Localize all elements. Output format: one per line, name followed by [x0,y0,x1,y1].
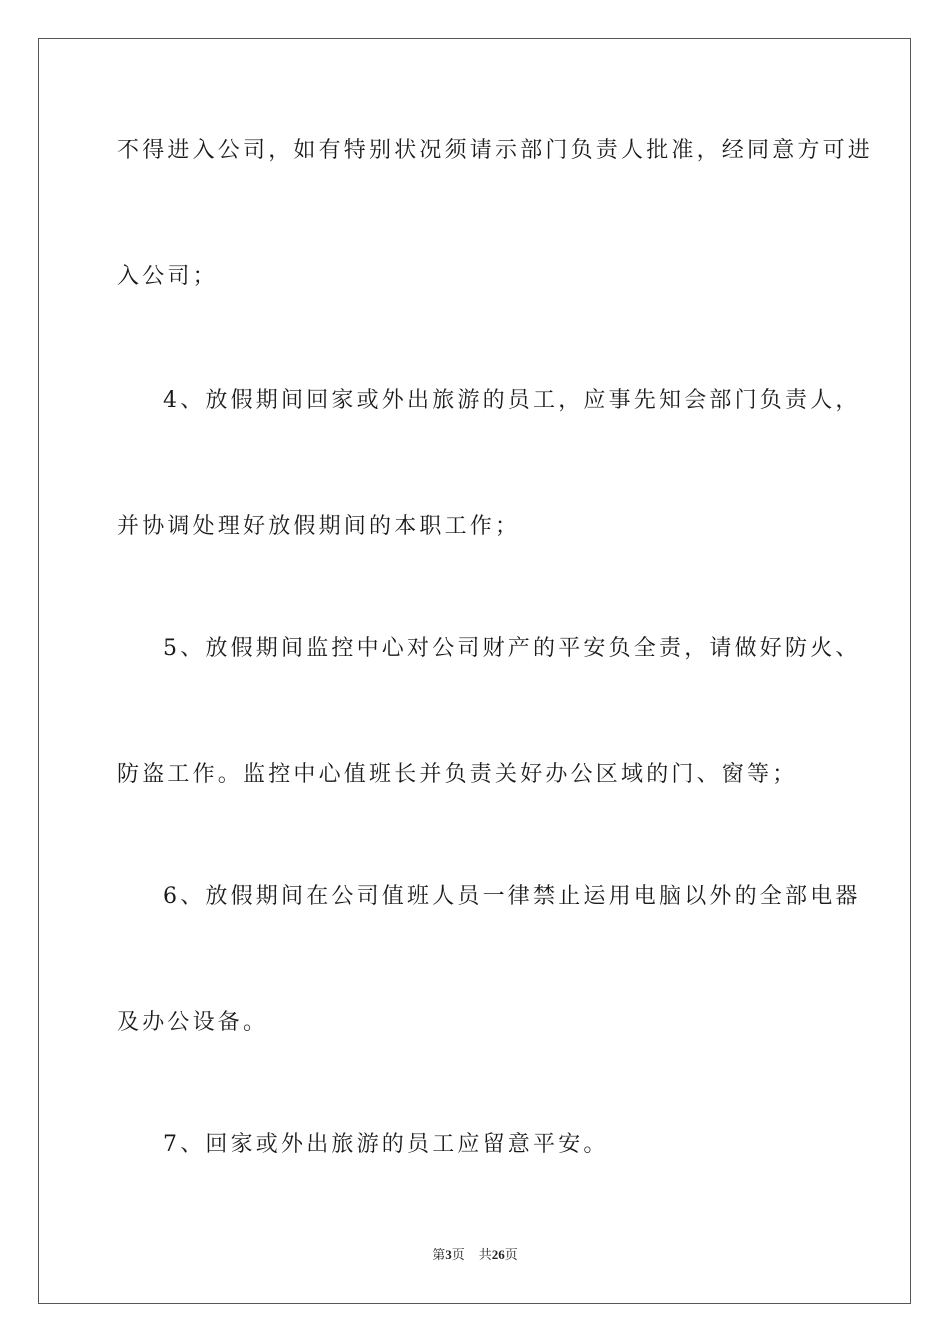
paragraph-line: 及办公设备。 [117,1010,269,1035]
total-pages: 26 [491,1247,505,1262]
page-number: 3 [445,1247,452,1262]
paragraph-line: 6、放假期间在公司值班人员一律禁止运用电脑以外的全部电器 [163,884,861,909]
total-prefix: 共 [478,1248,492,1263]
paragraph-line: 5、放假期间监控中心对公司财产的平安负全责，请做好防火、 [163,636,861,661]
page-footer [0,1246,950,1265]
page-border [38,38,911,1304]
total-suffix: 页 [504,1248,518,1263]
paragraph-line: 不得进入公司，如有特别状况须请示部门负责人批准，经同意方可进 [117,138,874,163]
page-suffix: 页 [451,1248,465,1263]
page-prefix: 第 [432,1248,446,1263]
paragraph-line: 防盗工作。监控中心值班长并负责关好办公区域的门、窗等； [117,762,798,787]
paragraph-line: 入公司； [117,264,218,289]
paragraph-line: 并协调处理好放假期间的本职工作； [117,514,521,539]
paragraph-line: 4、放假期间回家或外出旅游的员工，应事先知会部门负责人， [163,388,861,413]
paragraph-line: 7、回家或外出旅游的员工应留意平安。 [163,1132,609,1157]
